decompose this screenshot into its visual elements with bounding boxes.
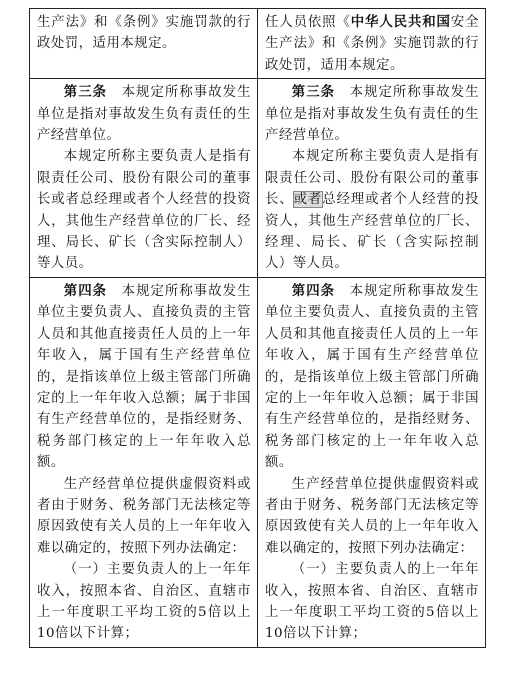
paragraph xyxy=(37,146,251,274)
paragraph xyxy=(265,474,479,560)
text-run: 生产经营单位提供虚假资料或者由于财务、税务部门无法核定等原因致使有关人员的上一年年收入难以确定的，按照下列办法确定： xyxy=(37,476,251,556)
paragraph xyxy=(37,82,251,146)
bold-text: 中华人民共和国 xyxy=(350,14,451,30)
text-run: 本规定所称主要负责人是指有限责任公司、股份有限公司的董事长、 xyxy=(265,149,479,208)
paragraph xyxy=(265,82,479,146)
bold-text: 第三条 xyxy=(63,84,108,101)
text-run: 本规定所称事故发生单位是指对事故发生负有责任的生产经营单位。 xyxy=(37,85,251,144)
table-row xyxy=(30,9,486,79)
paragraph xyxy=(37,474,251,560)
original-text-cell xyxy=(30,277,258,647)
text-run: 生产经营单位提供虚假资料或者由于财务、税务部门无法核定等原因致使有关人员的上一年年收入难以确定的，按照下列办法确定： xyxy=(265,476,479,556)
text-run: 本规定所称事故发生单位主要负责人、直接负责的主管人员和其他直接责任人员的上一年年收入，属于国有生产经营单位的，是指该单位上级主管部门所确定的上一年年收入总额；属于非国有生产经营单位的，是指经财务、税务部门核定的上一年年收入总额。 xyxy=(37,283,251,471)
table-row xyxy=(30,79,486,278)
paragraph xyxy=(265,146,479,274)
paragraph xyxy=(265,281,479,474)
text-run: 本规定所称事故发生单位是指对事故发生负有责任的生产经营单位。 xyxy=(265,85,479,144)
comparison-table xyxy=(29,8,486,648)
text-run: 生产法》和《条例》实施罚款的行政处罚，适用本规定。 xyxy=(37,15,251,52)
comparison-table-body xyxy=(30,9,486,648)
bold-text: 第四条 xyxy=(291,282,336,299)
text-run: （一）主要负责人的上一年年收入，按照本省、自治区、直辖市上一年度职工平均工资的5倍以上10倍以下计算； xyxy=(265,562,479,642)
text-run: 任人员依照《 xyxy=(265,15,351,30)
paragraph xyxy=(265,12,479,76)
text-run: （一）主要负责人的上一年年收入，按照本省、自治区、直辖市上一年度职工平均工资的5倍以上10倍以下计算； xyxy=(37,562,251,642)
text-run: 安全生产法》和《条例》实施罚款的行政处罚，适用本规定。 xyxy=(265,15,480,73)
highlighted-text: 或者 xyxy=(293,192,323,208)
original-text-cell xyxy=(30,9,258,79)
revised-text-cell xyxy=(258,79,486,278)
paragraph xyxy=(265,559,479,645)
original-text-cell xyxy=(30,79,258,278)
text-run: 总经理或者个人经营的投资人，其他生产经营单位的厂长、经理、局长、矿长（含实际控制人）等人员。 xyxy=(265,192,480,272)
text-run: 本规定所称事故发生单位主要负责人、直接负责的主管人员和其他直接责任人员的上一年年收入，属于国有生产经营单位的，是指该单位上级主管部门所确定的上一年年收入总额；属于非国有生产经营单位的，是指经财务、税务部门核定的上一年年收入总额。 xyxy=(265,283,479,471)
paragraph xyxy=(37,559,251,645)
text-run: 本规定所称主要负责人是指有限责任公司、股份有限公司的董事长或者总经理或者个人经营的投资人，其他生产经营单位的厂长、经理、局长、矿长（含实际控制人）等人员。 xyxy=(37,149,251,272)
paragraph xyxy=(37,281,251,474)
paragraph xyxy=(37,12,251,55)
bold-text: 第四条 xyxy=(63,282,108,299)
revised-text-cell xyxy=(258,9,486,79)
table-row xyxy=(30,277,486,647)
revised-text-cell xyxy=(258,277,486,647)
bold-text: 第三条 xyxy=(291,84,336,101)
